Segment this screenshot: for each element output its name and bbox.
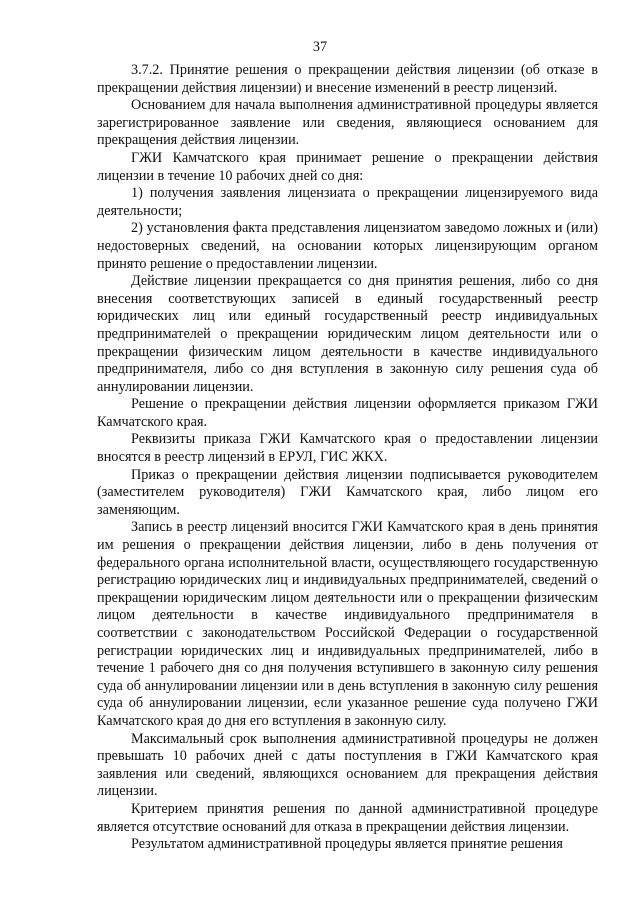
paragraph: Решение о прекращении действия лицензии оформляется приказом ГЖИ Камчатского края.: [97, 396, 598, 430]
body-text: [97, 62, 598, 854]
paragraph: Действие лицензии прекращается со дня принятия решения, либо со дня внесения соответствующих записей в единый государственный реестр юридических лиц или единый государственный реестр индивидуальных предпринимателей о прекращении юридическим лицом деятельности или о прекращении физическим лицом деятельности в качестве индивидуального предпринимателя, либо со дня вступления в законную силу решения суда об аннулировании лицензии.: [97, 273, 598, 395]
page-number: 37: [312, 39, 328, 55]
section-heading-3-7-2: 3.7.2. Принятие решения о прекращении действия лицензии (об отказе в прекращении действия лицензии) и внесение изменений в реестр лицензий.: [97, 62, 598, 96]
paragraph: Максимальный срок выполнения административной процедуры не должен превышать 10 рабочих дней с даты поступления в ГЖИ Камчатского края заявления или сведений, являющихся основанием для прекращения действия лицензии.: [97, 730, 598, 800]
list-item: 1) получения заявления лицензиата о прекращении лицензируемого вида деятельности;: [97, 185, 598, 219]
paragraph: Результатом административной процедуры является принятие решения: [131, 836, 563, 853]
paragraph: Реквизиты приказа ГЖИ Камчатского края о предоставлении лицензии вносятся в реестр лицензий в ЕРУЛ, ГИС ЖКХ.: [97, 431, 598, 466]
paragraph: Приказ о прекращении действия лицензии подписывается руководителем (заместителем руководителя) ГЖИ Камчатского края, либо лицом его заменяющим.: [97, 466, 598, 518]
paragraph: Запись в реестр лицензий вносится ГЖИ Камчатского края в день принятия им решения о прекращении действия лицензии, либо в день получения от федерального органа исполнительной власти, осуществляющего государственную регистрацию юридических лиц и индивидуальных предпринимателей, сведений о прекращении юридическим лицом деятельности или о прекращении физическим лицом деятельности в качестве индивидуального предпринимателя в соответствии с законодательством Российской Федерации о государственной регистрации юридических лиц и индивидуальных предпринимателей, либо в течение 1 рабочего дня со дня получения вступившего в законную силу решения суда об аннулировании лицензии или в день вступления в законную силу решения суда об аннулировании лицензии, если указанное решение суда получено ГЖИ Камчатского края до дня его вступления в законную силу.: [97, 519, 598, 729]
paragraph: ГЖИ Камчатского края принимает решение о прекращении действия лицензии в течение 10 рабочих дней со дня:: [97, 149, 598, 184]
list-item: 2) установления факта представления лицензиатом заведомо ложных и (или) недостоверных сведений, на основании которых лицензирующим органом принято решение о предоставлении лицензии.: [97, 220, 598, 272]
paragraph: Критерием принятия решения по данной административной процедуре является отсутствие оснований для отказа в прекращении действия лицензии.: [97, 800, 598, 835]
paragraph: Основанием для начала выполнения административной процедуры является зарегистрированное заявление или сведения, являющиеся основанием для прекращения действия лицензии.: [97, 97, 598, 149]
